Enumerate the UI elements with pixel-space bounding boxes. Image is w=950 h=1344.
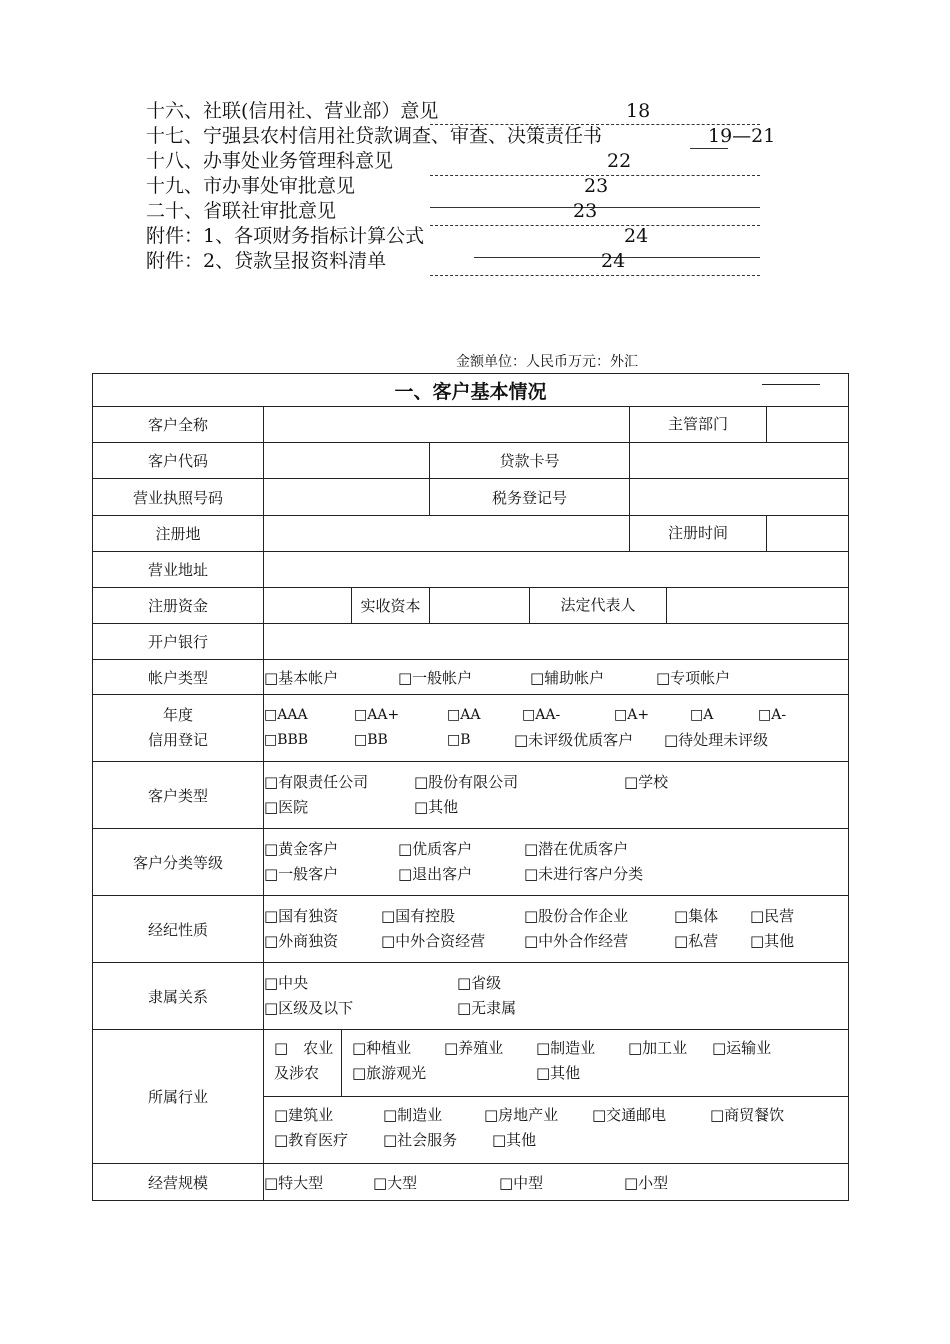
toc-item-17[interactable]: 十七、宁强县农村信用社贷款调查、审查、决策责任书 (146, 125, 603, 147)
econ-nature-options (264, 896, 849, 963)
checkbox-sino-foreign-jv[interactable]: □中外合资经营 (381, 932, 486, 950)
checkbox-medium[interactable]: □中型 (499, 1173, 544, 1192)
industry-options (264, 1030, 849, 1164)
affiliation-label: 隶属关系 (93, 963, 264, 1030)
checkbox-exit-customer[interactable]: □退出客户 (398, 865, 473, 883)
checkbox-a-minus[interactable]: □A- (758, 707, 787, 723)
checkbox-no-affiliation[interactable]: □无隶属 (457, 999, 517, 1017)
credit-rating-label-line2: 信用登记 (147, 731, 208, 749)
department-field[interactable] (767, 407, 849, 442)
bank-label: 开户银行 (93, 624, 264, 660)
checkbox-district[interactable]: □区级及以下 (264, 999, 354, 1017)
toc-item-16[interactable]: 十六、社联(信用社、营业部）意见 (146, 100, 439, 122)
checkbox-sino-foreign-coop[interactable]: □中外合作经营 (524, 932, 629, 950)
license-no-label: 营业执照号码 (93, 479, 264, 516)
credit-rating-options (264, 695, 849, 762)
account-type-label: 帐户类型 (93, 660, 264, 695)
checkbox-large[interactable]: □大型 (373, 1173, 418, 1192)
toc-page-18: 22 (607, 150, 632, 172)
checkbox-planting[interactable]: □种植业 (352, 1039, 412, 1057)
checkbox-industry-other[interactable]: □其他 (492, 1131, 537, 1149)
toc-item-19[interactable]: 十九、市办事处审批意见 (146, 175, 356, 197)
checkbox-transport[interactable]: □运输业 (712, 1039, 772, 1057)
reg-time-label: 注册时间 (630, 516, 767, 551)
checkbox-aa-plus[interactable]: □AA+ (354, 707, 400, 723)
checkbox-collective[interactable]: □集体 (674, 907, 719, 925)
checkbox-provincial[interactable]: □省级 (457, 974, 502, 992)
checkbox-small[interactable]: □小型 (624, 1173, 669, 1192)
checkbox-school[interactable]: □学校 (624, 773, 669, 791)
toc-item-appendix-2[interactable]: 附件：2、贷款呈报资料清单 (146, 250, 387, 272)
checkbox-central[interactable]: □中央 (264, 974, 309, 992)
checkbox-tourism[interactable]: □旅游观光 (352, 1064, 427, 1082)
toc-leader (430, 225, 760, 226)
title-rule (762, 384, 820, 385)
checkbox-private[interactable]: □私营 (674, 932, 719, 950)
checkbox-agri-other[interactable]: □其他 (536, 1064, 581, 1082)
department-label: 主管部门 (630, 407, 767, 442)
checkbox-construction[interactable]: □建筑业 (274, 1106, 334, 1124)
checkbox-special-account[interactable]: □专项帐户 (656, 668, 731, 687)
toc-page-appendix-1: 24 (624, 225, 649, 247)
toc-page-20: 23 (573, 200, 598, 222)
legal-rep-field[interactable] (667, 588, 848, 623)
checkbox-social-service[interactable]: □社会服务 (383, 1131, 458, 1149)
customer-name-label: 客户全称 (93, 407, 264, 443)
checkbox-joint-stock[interactable]: □股份有限公司 (414, 773, 519, 791)
customer-type-label: 客户类型 (93, 762, 264, 829)
customer-class-label: 客户分类等级 (93, 829, 264, 896)
checkbox-agri-manufacturing[interactable]: □制造业 (536, 1039, 596, 1057)
biz-address-field[interactable] (264, 552, 849, 588)
checkbox-basic-account[interactable]: □基本帐户 (264, 668, 339, 687)
customer-code-label: 客户代码 (93, 443, 264, 479)
reg-capital-field[interactable] (264, 588, 352, 624)
checkbox-stock-coop[interactable]: □股份合作企业 (524, 907, 629, 925)
checkbox-bbb[interactable]: □BBB (264, 732, 309, 748)
paid-capital-label: 实收资本 (352, 588, 430, 624)
agri-options (342, 1030, 848, 1096)
checkbox-llc[interactable]: □有限责任公司 (264, 773, 369, 791)
toc-page-19: 23 (584, 175, 609, 197)
reg-time-field[interactable] (767, 516, 848, 551)
checkbox-general-account[interactable]: □一般帐户 (398, 668, 473, 687)
checkbox-aa-minus[interactable]: □AA- (522, 707, 561, 723)
econ-nature-label: 经纪性质 (93, 896, 264, 963)
bank-field[interactable] (264, 624, 849, 660)
checkbox-aa[interactable]: □AA (447, 707, 481, 723)
agri-section (264, 1030, 848, 1097)
checkbox-state-controlled[interactable]: □国有控股 (381, 907, 456, 925)
checkbox-education[interactable]: □教育医疗 (274, 1131, 349, 1149)
checkbox-manufacturing[interactable]: □制造业 (383, 1106, 443, 1124)
checkbox-agriculture[interactable]: □ 农业 (274, 1039, 334, 1057)
customer-code-field[interactable] (264, 443, 430, 479)
agri-label (264, 1030, 342, 1096)
customer-class-options (264, 829, 849, 896)
industry-label: 所属行业 (93, 1030, 264, 1164)
checkbox-extra-large[interactable]: □特大型 (264, 1173, 324, 1192)
loan-card-field[interactable] (630, 443, 849, 479)
customer-name-field[interactable] (264, 407, 630, 443)
reg-capital-label: 注册资金 (93, 588, 264, 624)
credit-rating-label (93, 695, 264, 762)
checkbox-auxiliary-account[interactable]: □辅助帐户 (530, 668, 605, 687)
department-cell (630, 407, 849, 443)
affiliation-options (264, 963, 849, 1030)
tax-reg-field[interactable] (630, 479, 849, 516)
checkbox-pending-unrated[interactable]: □待处理未评级 (664, 731, 769, 749)
reg-place-label: 注册地 (93, 516, 264, 552)
customer-type-options (264, 762, 849, 829)
form-title (93, 374, 849, 407)
customer-info-form (92, 373, 849, 1201)
checkbox-unrated-quality[interactable]: □未评级优质客户 (514, 731, 634, 749)
checkbox-other-nature[interactable]: □其他 (750, 932, 795, 950)
checkbox-state-owned[interactable]: □国有独资 (264, 907, 339, 925)
scale-options (264, 1164, 849, 1201)
toc-page-16: 18 (626, 100, 651, 122)
checkbox-general-customer[interactable]: □一般客户 (264, 865, 339, 883)
currency-unit-note: 金额单位：人民币万元：外汇 (456, 354, 638, 370)
checkbox-foreign-owned[interactable]: □外商独资 (264, 932, 339, 950)
scale-label: 经营规模 (93, 1164, 264, 1201)
table-of-contents (0, 0, 950, 290)
general-industry-options (264, 1097, 848, 1153)
legal-rep-cell (530, 588, 849, 624)
account-type-options (264, 660, 849, 695)
checkbox-other-type[interactable]: □其他 (414, 798, 459, 816)
license-no-field[interactable] (264, 479, 430, 516)
toc-page-17: 19—21 (708, 125, 776, 147)
checkbox-telecom[interactable]: □交通邮电 (592, 1106, 667, 1124)
toc-page-appendix-2: 24 (601, 250, 626, 272)
credit-rating-label-line1: 年度 (162, 706, 193, 724)
checkbox-private-run[interactable]: □民营 (750, 907, 795, 925)
checkbox-aaa[interactable]: □AAA (264, 707, 308, 723)
checkbox-breeding[interactable]: □养殖业 (444, 1039, 504, 1057)
agri-label-line2: 及涉农 (274, 1064, 320, 1082)
paid-capital-field[interactable] (430, 588, 530, 624)
toc-item-18[interactable]: 十八、办事处业务管理科意见 (146, 150, 394, 172)
toc-leader (690, 148, 728, 149)
toc-item-20[interactable]: 二十、省联社审批意见 (146, 200, 337, 222)
checkbox-gold-customer[interactable]: □黄金客户 (264, 840, 339, 858)
checkbox-b[interactable]: □B (447, 732, 471, 748)
reg-time-cell (630, 516, 849, 552)
checkbox-potential-customer[interactable]: □潜在优质客户 (524, 840, 629, 858)
form-title-text: 一、客户基本情况 (394, 380, 547, 403)
toc-leader (430, 275, 760, 276)
checkbox-bb[interactable]: □BB (354, 732, 388, 748)
checkbox-real-estate[interactable]: □房地产业 (484, 1106, 559, 1124)
reg-place-field[interactable] (264, 516, 630, 552)
toc-item-appendix-1[interactable]: 附件：1、各项财务指标计算公式 (146, 225, 425, 247)
checkbox-processing[interactable]: □加工业 (628, 1039, 688, 1057)
checkbox-unclassified[interactable]: □未进行客户分类 (524, 865, 644, 883)
legal-rep-label: 法定代表人 (530, 588, 667, 623)
checkbox-quality-customer[interactable]: □优质客户 (398, 840, 473, 858)
checkbox-commerce[interactable]: □商贸餐饮 (710, 1106, 785, 1124)
tax-reg-label: 税务登记号 (430, 479, 630, 516)
biz-address-label: 营业地址 (93, 552, 264, 588)
checkbox-hospital[interactable]: □医院 (264, 798, 309, 816)
checkbox-a-plus[interactable]: □A+ (614, 707, 650, 723)
loan-card-label: 贷款卡号 (430, 443, 630, 479)
checkbox-a[interactable]: □A (690, 707, 714, 723)
